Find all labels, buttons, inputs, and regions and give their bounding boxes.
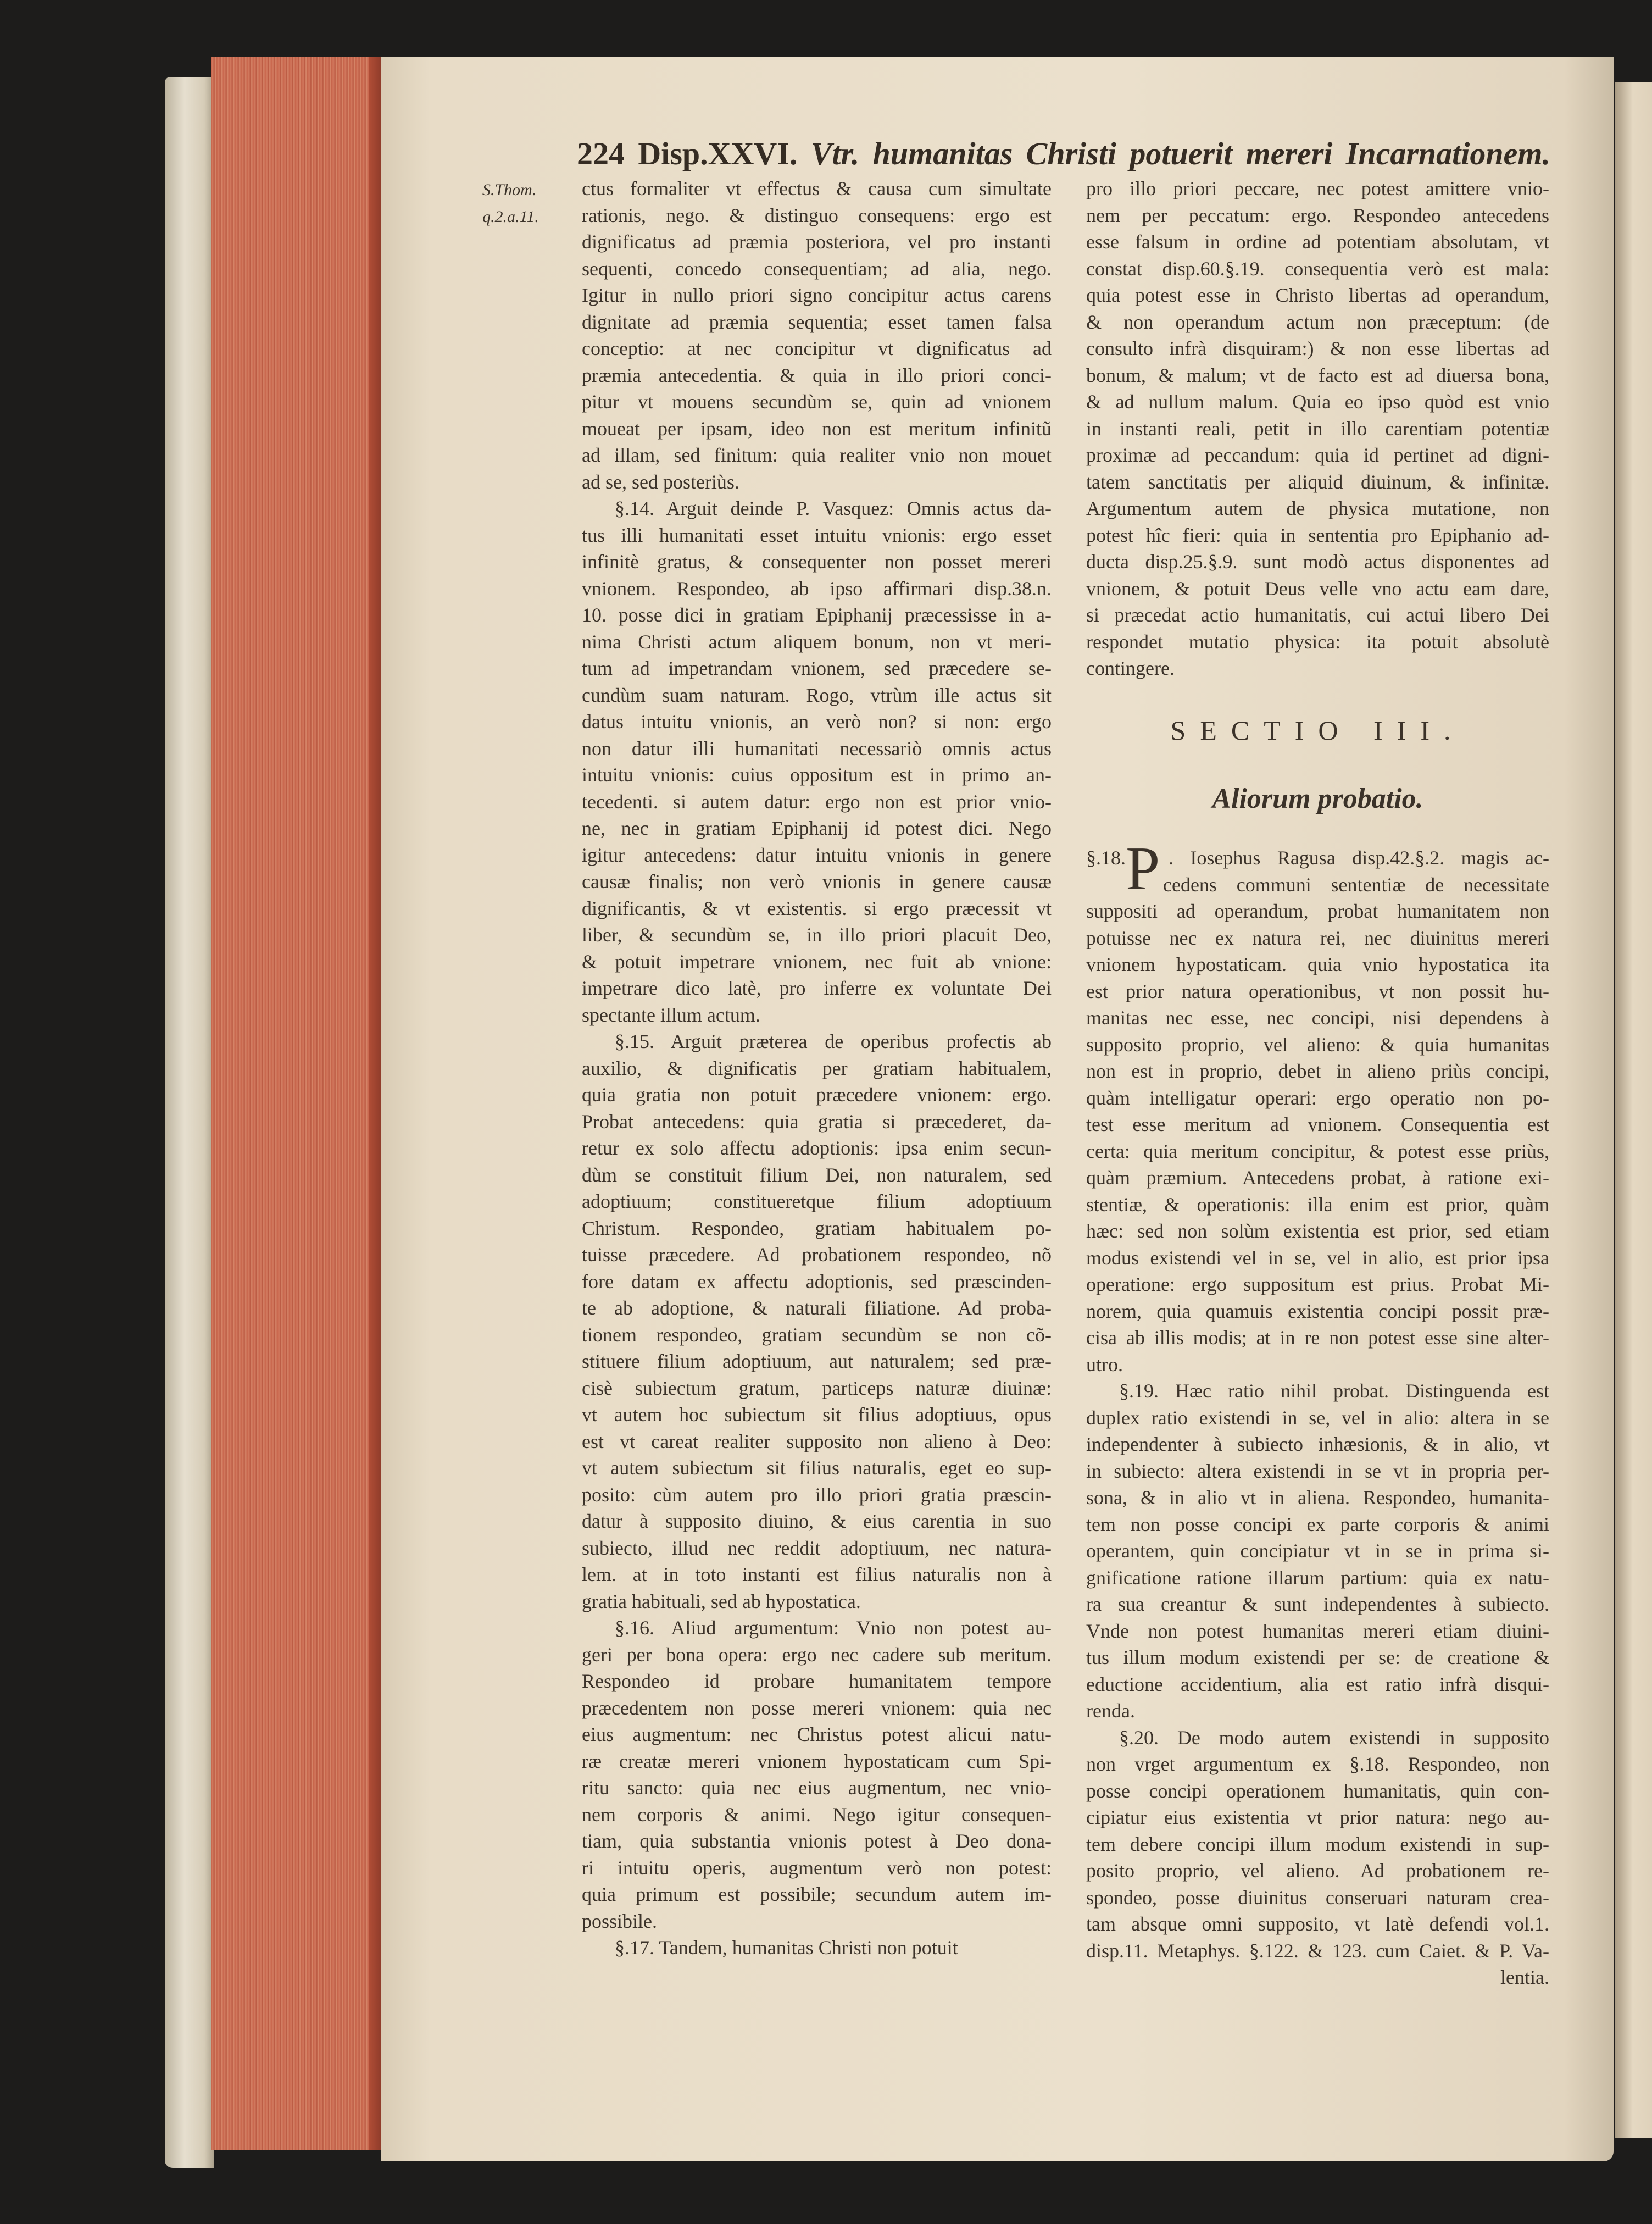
text-line: impetrare dico latè, pro inferre ex voluntate Dei xyxy=(582,977,1052,999)
text-line: dùm se constituit filium Dei, non naturalem, sed xyxy=(582,1163,1052,1186)
text-line: subiecto, illud nec reddit adoptiuum, nec natura- xyxy=(582,1537,1052,1559)
section-number: §.18. xyxy=(1086,847,1126,869)
text-line: eductione accidentium, alia est ratio infrà disqui- xyxy=(1086,1673,1549,1695)
text-line: si præcedat actio humanitatis, cui actui libero Dei xyxy=(1086,604,1549,626)
text-line: præcedentem non posse mereri vnionem: quia nec xyxy=(582,1696,1052,1719)
text-line: dignificantis, & vt existentis. si ergo præcessit vt xyxy=(582,897,1052,919)
text-line: 10. posse dici in gratiam Epiphanij præcessisse in a- xyxy=(582,604,1052,626)
text-line: gratia habituali, sed ab hypostatica. xyxy=(582,1590,861,1612)
text-line: potest hîc fieri: quia in sententia pro Epiphanio ad- xyxy=(1086,524,1549,546)
text-line: infinitè gratus, & consequenter non posset mereri xyxy=(582,551,1052,573)
text-line: igitur antecedens: datur intuitu vnionis in genere xyxy=(582,844,1052,866)
text-line: Vnde non potest humanitas mereri etiam diuini- xyxy=(1086,1620,1549,1642)
section-paragraph xyxy=(582,1615,1052,1934)
text-line: Christum. Respondeo, gratiam habitualem po- xyxy=(582,1217,1052,1239)
text-line: est vt careat realiter supposito non alieno à Deo: xyxy=(582,1430,1052,1452)
text-line: ræ creatæ mereri vnionem hypostaticam cum Spi- xyxy=(582,1750,1052,1772)
drop-cap: P xyxy=(1126,835,1160,903)
text-line: manitas nec esse, nec concipi, nisi dependens à xyxy=(1086,1007,1549,1029)
text-line: suppositi ad operandum, probat humanitatem non xyxy=(1086,900,1549,922)
text-line: possibile. xyxy=(582,1910,658,1932)
text-line: ad se, sed posteriùs. xyxy=(582,470,739,493)
book-cover-edge xyxy=(165,77,214,2168)
text-line: cipiatur eius existentia vt prior natura: nego au- xyxy=(1086,1806,1549,1828)
text-line: cisa ab illis modis; at in re non potest esse sine alter- xyxy=(1086,1327,1549,1349)
text-line: spectante illum actum. xyxy=(582,1003,760,1026)
text-line: cundùm suam naturam. Rogo, vtrùm ille actus sit xyxy=(582,684,1052,706)
text-line: utro. xyxy=(1086,1353,1123,1376)
text-line: §.20. De modo autem existendi in supposito xyxy=(1119,1726,1549,1749)
text-line: consulto infrà disquiram:) & non esse libertas ad xyxy=(1086,337,1549,359)
text-line: dignitate ad præmia sequentia; esset tamen falsa xyxy=(582,310,1052,333)
text-line: stentiæ, & operationis: illa enim est prior, quàm xyxy=(1086,1193,1549,1216)
page-number: 224 xyxy=(577,136,625,171)
disputation-number: Disp.XXVI. xyxy=(638,136,798,171)
text-line: posse concipi operationem humanitatis, quin con- xyxy=(1086,1779,1549,1802)
text-line: auxilio, & dignificatis per gratiam habitualem, xyxy=(582,1057,1052,1079)
text-line: vt autem hoc subiectum sit filius adoptiuus, opus xyxy=(582,1404,1052,1426)
text-line: nem per peccatum: ergo. Respondeo antecedens xyxy=(1086,204,1549,226)
text-line: est prior natura operationibus, vt non possit hu- xyxy=(1086,980,1549,1002)
text-line: vnionem hypostaticam. quia vnio hypostatica ita xyxy=(1086,953,1549,975)
text-line: tatem sanctitatis per aliquid diuinum, & infinitæ. xyxy=(1086,470,1549,493)
text-line: tecedenti. si autem datur: ergo non est prior vnio- xyxy=(582,790,1052,813)
text-line: Argumentum autem de physica mutatione, non xyxy=(1086,497,1549,519)
text-line: operatione: ergo suppositum est prius. Probat Mi- xyxy=(1086,1273,1549,1295)
margin-note-line: S.Thom. xyxy=(482,181,537,199)
text-line: stituere filium adoptiuum, aut naturalem; sed præ- xyxy=(582,1350,1052,1372)
text-line: datur à supposito diuino, & eius carentia in suo xyxy=(582,1510,1052,1532)
text-line: bonum, & malum; vt de facto est ad diuersa bona, xyxy=(1086,364,1549,386)
text-line: operantem, quin concipiatur vt in se in prima si- xyxy=(1086,1540,1549,1562)
text-line: quia gratia non potuit præcedere vnionem: ergo. xyxy=(582,1084,1052,1106)
facing-page-edge xyxy=(1615,82,1652,2138)
text-line: ra sua creantur & sunt independentes à subiecto. xyxy=(1086,1593,1549,1615)
text-line: tem non posse concipi ex parte corporis & animi xyxy=(1086,1513,1549,1535)
section-paragraph xyxy=(582,1028,1052,1615)
text-line: certa: quia meritum concipitur, & potest esse priùs, xyxy=(1086,1140,1549,1162)
text-line: disp.11. Metaphys. §.122. & 123. cum Caiet. & P. Va- xyxy=(1086,1939,1549,1962)
text-line: tem debere concipi illum modum existendi in sup- xyxy=(1086,1833,1549,1855)
margin-note-line: q.2.a.11. xyxy=(482,207,539,226)
text-line: pro illo priori peccare, nec potest amittere vnio- xyxy=(1086,178,1549,199)
text-line: Igitur in nullo priori signo concipitur actus carens xyxy=(582,284,1052,306)
text-line: posito: cùm autem pro illo priori gratia præscin- xyxy=(582,1483,1052,1506)
text-line: tam absque omni supposito, vt latè defendi vol.1. xyxy=(1086,1913,1549,1935)
text-line: & ad nullum malum. Quia eo ipso quòd est vnio xyxy=(1086,391,1549,413)
text-line: Respondeo id probare humanitatem tempore xyxy=(582,1670,1052,1692)
section-heading: SECTIO III. xyxy=(1170,715,1465,746)
text-line: in instanti reali, petit in illo carentiam potentiæ xyxy=(1086,417,1549,440)
margin-note xyxy=(482,177,565,230)
text-line: proximæ ad peccandum: quia id pertinet ad digni- xyxy=(1086,444,1549,466)
text-line: quàm præmium. Antecedens probat, à ratione exi- xyxy=(1086,1167,1549,1189)
text-line: fore datam ex affectu adoptionis, sed præscinden- xyxy=(582,1270,1052,1293)
text-line: & non operandum actum non præceptum: (de xyxy=(1086,310,1549,333)
text-line: constat disp.60.§.19. consequentia verò est mala: xyxy=(1086,257,1549,280)
text-line: tus illi humanitati esset intuitu vnionis: ergo esset xyxy=(582,524,1052,546)
text-line: vnionem, & potuit Deus velle vno actu eam dare, xyxy=(1086,577,1549,600)
text-line: independenter à subiecto inhæsionis, & in alio, vt xyxy=(1086,1433,1549,1455)
text-line: sona, & in alio vt in aliena. Respondeo, humanita- xyxy=(1086,1487,1549,1508)
text-line: Probat antecedens: quia gratia si præcederet, da- xyxy=(582,1110,1052,1133)
text-line: esse falsum in ordine ad potentiam absolutam, vt xyxy=(1086,231,1549,253)
left-column xyxy=(582,175,1052,1961)
text-line: conceptio: at nec concipitur vt dignificatus ad xyxy=(582,337,1052,359)
text-line: sequenti, concedo consequentiam; ad alia, nego. xyxy=(582,257,1052,280)
text-line: supposito proprio, vel alieno: & quia humanitas xyxy=(1086,1033,1549,1056)
text-line: gnificatione ratione illarum partium: quia ex natu- xyxy=(1086,1566,1549,1589)
text-line: non est in proprio, debet in alieno priùs concipi, xyxy=(1086,1060,1549,1082)
text-line: te ab adoptione, & naturali filiatione. Ad proba- xyxy=(582,1297,1052,1319)
text-line: tiam, quia substantia vnionis potest à Deo dona- xyxy=(582,1830,1052,1852)
text-line: & potuit impetrare vnionem, nec fuit ab vnione: xyxy=(582,950,1052,973)
text-line: posito proprio, vel alieno. Ad probationem re- xyxy=(1086,1860,1549,1882)
text-line: §.16. Aliud argumentum: Vnio non potest au- xyxy=(615,1617,1052,1639)
text-line: pitur vt mouens secundùm se, quin ad vnionem xyxy=(582,391,1052,413)
red-page-edges xyxy=(211,57,381,2150)
text-line: tuisse præcedere. Ad probationem respondeo, nõ xyxy=(582,1244,1052,1266)
text-line: §.17. Tandem, humanitas Christi non potuit xyxy=(615,1937,958,1959)
text-line: contingere. xyxy=(1086,657,1175,679)
text-line-content: . Iosephus Ragusa disp.42.§.2. magis ac- xyxy=(1169,847,1549,869)
text-line: ri intuitu operis, augmentum verò non potest: xyxy=(582,1856,1052,1879)
text-line: non vrget argumentum ex §.18. Respondeo, non xyxy=(1086,1753,1549,1775)
text-line: spondeo, posse diuinitus conseruari naturam crea- xyxy=(1086,1886,1549,1909)
text-line: duplex ratio existendi in se, vel in alio: altera in se xyxy=(1086,1406,1549,1429)
right-column-top xyxy=(1086,175,1549,682)
text-line: rationis, nego. & distinguo consequens: ergo est xyxy=(582,204,1052,226)
text-line: dignificatus ad præmia posteriora, vel pro instanti xyxy=(582,231,1052,253)
running-header xyxy=(577,135,1550,179)
text-line: ne, nec in gratiam Epiphanij id potest dici. Nego xyxy=(582,817,1052,839)
text-line: §.14. Arguit deinde P. Vasquez: Omnis actus da- xyxy=(615,497,1052,519)
text-line: cedens communi sententiæ de necessitate xyxy=(1163,873,1549,896)
text-line: modus existendi vel in se, vel in alio, est prior ipsa xyxy=(1086,1246,1549,1269)
text-line: nem corporis & animi. Nego igitur consequen- xyxy=(582,1803,1052,1826)
text-line: præmia antecedentia. & quia in illo priori conci- xyxy=(582,364,1052,386)
text-line: norem, quia quamuis existentia concipi possit præ- xyxy=(1086,1300,1549,1322)
text-line: test esse meritum ad vnionem. Consequentia est xyxy=(1086,1113,1549,1135)
section-paragraph xyxy=(582,1934,1052,1961)
text-line: eius augmentum: nec Christus potest alicui natu- xyxy=(582,1723,1052,1745)
text-line: retur ex solo affectu adoptionis: ipsa enim secun- xyxy=(582,1137,1052,1159)
text-line: ducta disp.25.§.9. sunt modò actus disponentes ad xyxy=(1086,551,1549,573)
running-title: Vtr. humanitas Christi potuerit mereri Incarnationem. xyxy=(810,136,1551,171)
text-line: causæ finalis; non verò vnionis in genere causæ xyxy=(582,870,1052,892)
text-line: §.15. Arguit præterea de operibus profectis ab xyxy=(615,1030,1052,1052)
text-line: tionem respondeo, gratiam secundùm se non cõ- xyxy=(582,1323,1052,1346)
text-line: quia primum est possibile; secundum autem im- xyxy=(582,1883,1052,1905)
text-line: intuitu vnionis: cuius oppositum est in primo an- xyxy=(582,764,1052,786)
right-column-bottom xyxy=(1086,835,1549,1991)
text-line: ad illam, sed finitum: quia realiter vnio non mouet xyxy=(582,444,1052,466)
text-line: lem. at in toto instanti est filius naturalis non à xyxy=(582,1563,1052,1585)
text-line: tus illum modum existendi per se: de creatione & xyxy=(1086,1646,1549,1668)
text-line: ritu sancto: quia nec eius augmentum, nec vnio- xyxy=(582,1777,1052,1799)
section-paragraph xyxy=(1086,1724,1549,1991)
text-line: lentia. xyxy=(1500,1966,1549,1988)
text-line: nima Christi actum aliquem bonum, non vt meri- xyxy=(582,630,1052,653)
text-line: potuisse nec ex natura rei, nec diuinitus mereri xyxy=(1086,927,1549,949)
section-paragraph xyxy=(1086,835,1549,1378)
text-line: adoptiuum; constitueretque filium adoptiuum xyxy=(582,1190,1052,1212)
text-line: vnionem. Respondeo, ab ipso affirmari disp.38.n. xyxy=(582,577,1052,600)
text-line: tum ad impetrandam vnionem, sed præcedere se- xyxy=(582,657,1052,679)
section-subtitle: Aliorum probatio. xyxy=(1212,783,1423,814)
text-line: ctus formaliter vt effectus & causa cum simultate xyxy=(582,178,1052,199)
text-line: moueat per ipsam, ideo non est meritum infinitũ xyxy=(582,417,1052,440)
text-line: hæc: sed non solùm existentia est prior, sed etiam xyxy=(1086,1220,1549,1242)
text-line: quàm intelligatur operari: ergo operatio non po- xyxy=(1086,1086,1549,1109)
section-paragraph xyxy=(1086,1378,1549,1724)
text-line: geri per bona opera: ergo nec cadere sub meritum. xyxy=(582,1643,1052,1666)
text-line: renda. xyxy=(1086,1700,1135,1722)
text-line: liber, & secundùm se, in illo priori placuit Deo, xyxy=(582,924,1052,946)
text-line: non datur illi humanitati necessariò omnis actus xyxy=(582,737,1052,759)
text-line: respondet mutatio physica: ita potuit absolutè xyxy=(1086,630,1549,653)
text-line: cisè subiectum gratum, particeps naturæ diuinæ: xyxy=(582,1377,1052,1399)
text-line: in subiecto: altera existendi in se vt in propria per- xyxy=(1086,1460,1549,1482)
text-line: quia potest esse in Christo libertas ad operandum, xyxy=(1086,284,1549,306)
paragraph xyxy=(582,175,1052,495)
section-paragraph xyxy=(582,495,1052,1028)
text-line: datus intuitu vnionis, an verò non? si non: ergo xyxy=(582,711,1052,733)
text-line: §.19. Hæc ratio nihil probat. Distinguenda est xyxy=(1119,1380,1549,1402)
text-line: vt autem subiectum sit filius naturalis, eget eo sup- xyxy=(582,1457,1052,1479)
